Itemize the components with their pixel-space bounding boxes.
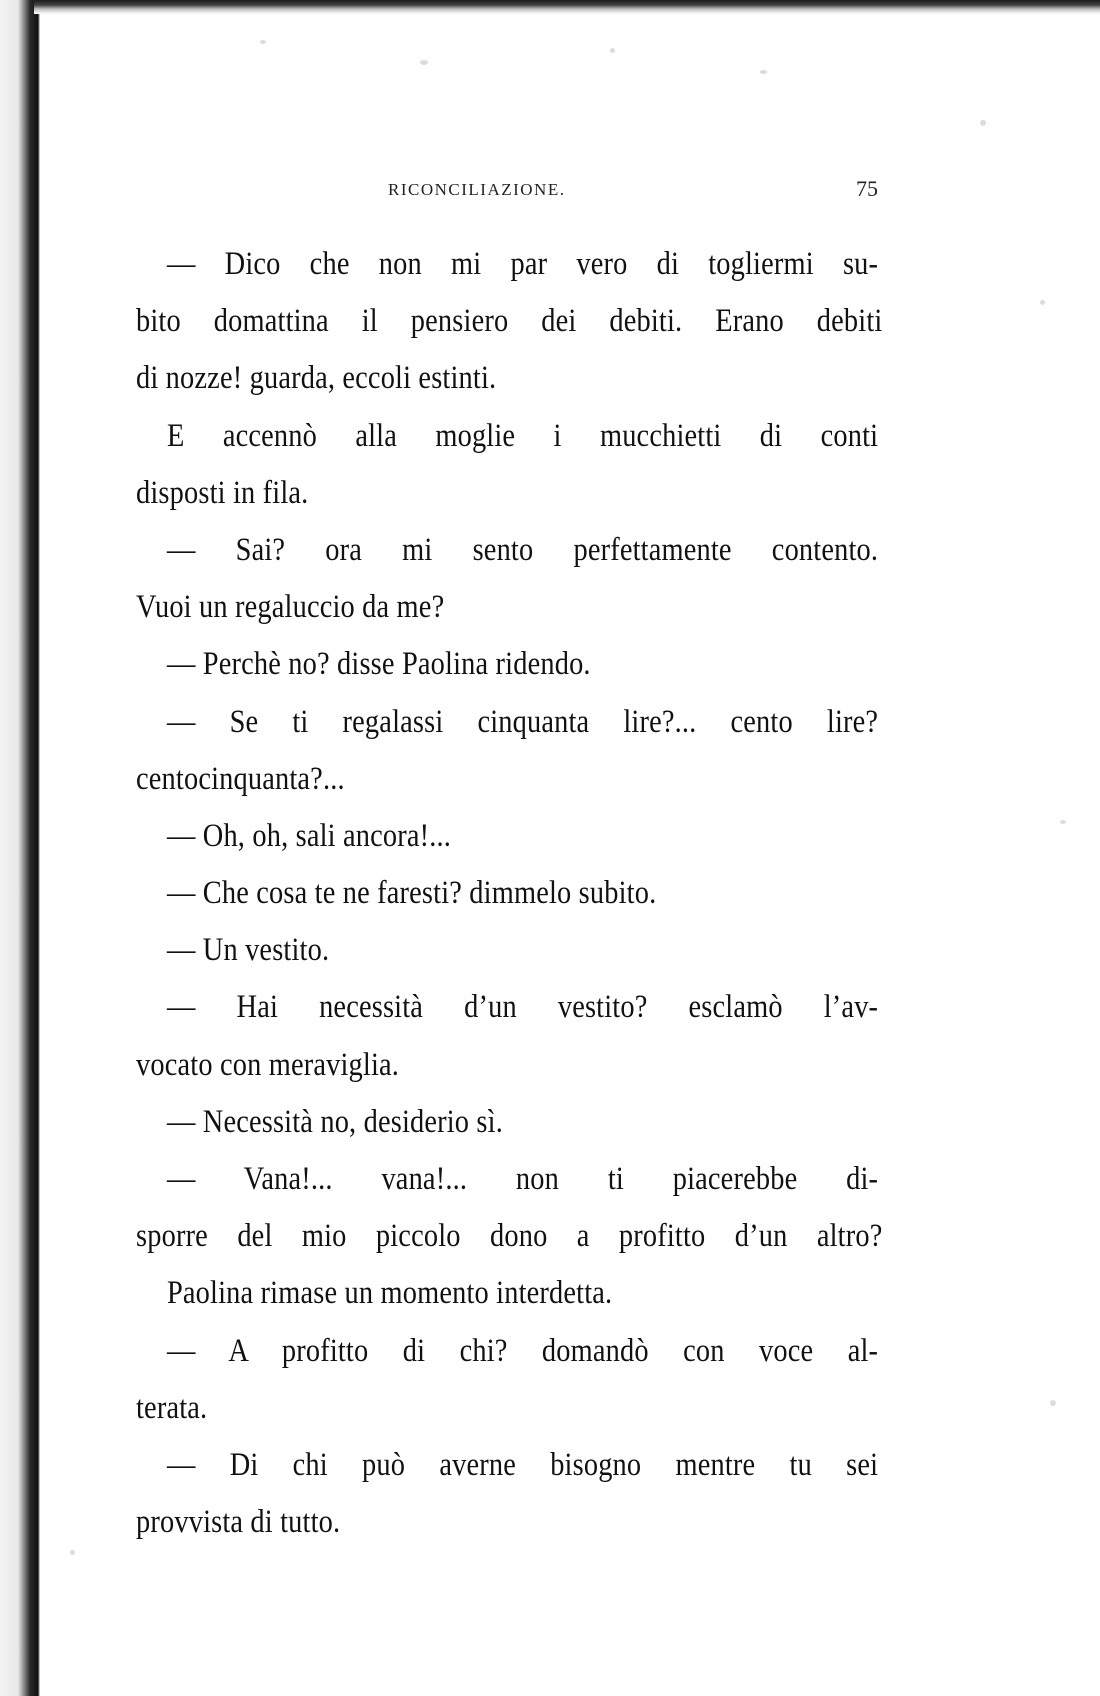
page-header: [388, 176, 878, 206]
paper-speckle: [260, 40, 266, 44]
text-line: E accennò alla moglie i mucchietti di conti: [166, 417, 879, 454]
text-line: — A profitto di chi? domandò con voce al-: [166, 1332, 879, 1369]
page-number: 75: [856, 176, 878, 201]
text-line: — Hai necessità d’un vestito? esclamò l’av-: [166, 989, 879, 1026]
paper-speckle: [1050, 1400, 1056, 1406]
text-line: — Perchè no? disse Paolina ridendo.: [166, 646, 591, 683]
text-line: di nozze! guarda, eccoli estinti.: [136, 360, 497, 397]
paper-speckle: [1060, 820, 1066, 824]
text-line: Paolina rimase un momento interdetta.: [166, 1275, 613, 1312]
paper-speckle: [70, 1550, 75, 1555]
text-line: — Sai? ora mi sento perfettamente contento.: [166, 531, 879, 568]
text-line: — Oh, oh, sali ancora!...: [166, 817, 452, 854]
text-line: terata.: [136, 1389, 208, 1426]
text-line: provvista di tutto.: [136, 1504, 341, 1541]
paper-speckle: [610, 48, 615, 53]
body-text: [136, 236, 884, 1551]
text-line: — Che cosa te ne faresti? dimmelo subito.: [166, 875, 657, 912]
text-line: vocato con meraviglia.: [136, 1046, 400, 1083]
text-line: — Un vestito.: [166, 932, 330, 969]
text-line: bito domattina il pensiero dei debiti. Erano debiti: [136, 303, 883, 340]
text-line: centocinquanta?...: [136, 760, 345, 797]
text-line: — Vana!... vana!... non ti piacerebbe di-: [166, 1161, 879, 1197]
running-head: RICONCILIAZIONE.: [388, 180, 566, 199]
paper-speckle: [980, 120, 986, 126]
text-line: disposti in fila.: [136, 474, 309, 511]
text-line: — Di chi può averne bisogno mentre tu sei: [166, 1446, 879, 1483]
top-page-edge: [34, 0, 1100, 14]
binding-edge: [0, 0, 40, 1696]
text-line: Vuoi un regaluccio da me?: [136, 589, 445, 626]
text-line: — Se ti regalassi cinquanta lire?... cento lire?: [166, 703, 879, 740]
text-line: sporre del mio piccolo dono a profitto d’un altro?: [136, 1218, 883, 1255]
paper-speckle: [420, 60, 428, 65]
paper-speckle: [1040, 300, 1045, 305]
text-line: — Dico che non mi par vero di togliermi su-: [166, 246, 879, 282]
paper-speckle: [760, 70, 767, 74]
text-line: — Necessità no, desiderio sì.: [166, 1103, 503, 1140]
